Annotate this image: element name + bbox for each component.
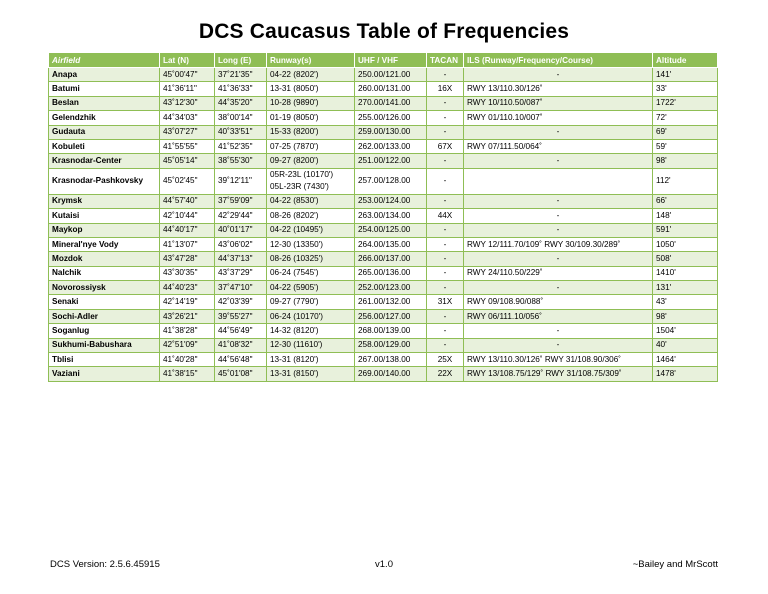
table-row <box>49 223 718 237</box>
uhf-vhf-cell: 251.00/122.00 <box>355 154 427 168</box>
longitude-cell: 43˚06'02" <box>215 237 267 251</box>
latitude-cell: 45˚02'45" <box>160 168 215 194</box>
tacan-cell: - <box>427 111 464 125</box>
table-row <box>49 68 718 82</box>
uhf-vhf-cell: 259.00/130.00 <box>355 125 427 139</box>
airfield-cell: Anapa <box>49 68 160 82</box>
table-row <box>49 168 718 194</box>
uhf-vhf-cell: 260.00/131.00 <box>355 82 427 96</box>
tacan-cell: 67X <box>427 139 464 153</box>
airfield-cell: Senaki <box>49 295 160 309</box>
runway-cell: 10-28 (9890') <box>267 96 355 110</box>
ils-cell: - <box>464 194 653 208</box>
latitude-cell: 43˚30'35" <box>160 266 215 280</box>
ils-cell: RWY 07/111.50/064˚ <box>464 139 653 153</box>
tacan-cell: 44X <box>427 209 464 223</box>
altitude-cell: 1410' <box>653 266 718 280</box>
altitude-cell: 591' <box>653 223 718 237</box>
longitude-cell: 39˚55'27" <box>215 309 267 323</box>
runway-cell: 07-25 (7870') <box>267 139 355 153</box>
tacan-cell: - <box>427 309 464 323</box>
airfield-cell: Kutaisi <box>49 209 160 223</box>
ils-cell: RWY 06/111.10/056˚ <box>464 309 653 323</box>
latitude-cell: 43˚26'21" <box>160 309 215 323</box>
runway-cell: 13-31 (8050') <box>267 82 355 96</box>
uhf-vhf-cell: 258.00/129.00 <box>355 338 427 352</box>
runway-cell: 14-32 (8120') <box>267 324 355 338</box>
runway-cell: 06-24 (7545') <box>267 266 355 280</box>
latitude-cell: 41˚40'28" <box>160 353 215 367</box>
airfield-cell: Tblisi <box>49 353 160 367</box>
altitude-cell: 112' <box>653 168 718 194</box>
altitude-cell: 72' <box>653 111 718 125</box>
altitude-cell: 1504' <box>653 324 718 338</box>
tacan-cell: - <box>427 324 464 338</box>
table-row <box>49 82 718 96</box>
longitude-cell: 38˚00'14" <box>215 111 267 125</box>
latitude-cell: 43˚47'28" <box>160 252 215 266</box>
longitude-cell: 44˚56'48" <box>215 353 267 367</box>
uhf-vhf-cell: 257.00/128.00 <box>355 168 427 194</box>
uhf-vhf-cell: 267.00/138.00 <box>355 353 427 367</box>
col-header-uhf-vhf: UHF / VHF <box>355 53 427 68</box>
ils-cell: - <box>464 324 653 338</box>
airfield-cell: Krasnodar-Pashkovsky <box>49 168 160 194</box>
runway-cell: 08-26 (10325') <box>267 252 355 266</box>
ils-cell: RWY 13/110.30/126˚ RWY 31/108.90/306˚ <box>464 353 653 367</box>
latitude-cell: 43˚07'27" <box>160 125 215 139</box>
uhf-vhf-cell: 262.00/133.00 <box>355 139 427 153</box>
altitude-cell: 98' <box>653 154 718 168</box>
altitude-cell: 148' <box>653 209 718 223</box>
altitude-cell: 1050' <box>653 237 718 251</box>
ils-cell: RWY 13/108.75/129˚ RWY 31/108.75/309˚ <box>464 367 653 381</box>
ils-cell: - <box>464 223 653 237</box>
runway-line: 05L-23R (7430') <box>270 182 329 192</box>
uhf-vhf-cell: 256.00/127.00 <box>355 309 427 323</box>
runway-cell: 06-24 (10170') <box>267 309 355 323</box>
table-row <box>49 96 718 110</box>
airfield-cell: Mozdok <box>49 252 160 266</box>
tacan-cell: - <box>427 194 464 208</box>
airfield-cell: Krymsk <box>49 194 160 208</box>
longitude-cell: 45˚01'08" <box>215 367 267 381</box>
altitude-cell: 40' <box>653 338 718 352</box>
latitude-cell: 42˚51'09" <box>160 338 215 352</box>
table-row <box>49 252 718 266</box>
tacan-cell: - <box>427 68 464 82</box>
ils-cell: - <box>464 281 653 295</box>
ils-cell: - <box>464 338 653 352</box>
ils-cell: - <box>464 209 653 223</box>
longitude-cell: 44˚37'13" <box>215 252 267 266</box>
latitude-cell: 41˚36'11" <box>160 82 215 96</box>
table-row <box>49 324 718 338</box>
airfield-cell: Mineral'nye Vody <box>49 237 160 251</box>
tacan-cell: - <box>427 154 464 168</box>
longitude-cell: 41˚08'32" <box>215 338 267 352</box>
dcs-version-text: DCS Version: 2.5.6.45915 <box>50 559 160 570</box>
tacan-cell: - <box>427 237 464 251</box>
longitude-cell: 41˚52'35" <box>215 139 267 153</box>
altitude-cell: 141' <box>653 68 718 82</box>
table-row <box>49 353 718 367</box>
longitude-cell: 37˚47'10" <box>215 281 267 295</box>
col-header-tacan: TACAN <box>427 53 464 68</box>
latitude-cell: 41˚13'07" <box>160 237 215 251</box>
latitude-cell: 41˚38'15" <box>160 367 215 381</box>
tacan-cell: 31X <box>427 295 464 309</box>
longitude-cell: 44˚56'49" <box>215 324 267 338</box>
col-header-runways: Runway(s) <box>267 53 355 68</box>
table-row <box>49 194 718 208</box>
uhf-vhf-cell: 252.00/123.00 <box>355 281 427 295</box>
tacan-cell: - <box>427 281 464 295</box>
runway-cell: 04-22 (8530') <box>267 194 355 208</box>
uhf-vhf-cell: 253.00/124.00 <box>355 194 427 208</box>
altitude-cell: 98' <box>653 309 718 323</box>
latitude-cell: 44˚40'17" <box>160 223 215 237</box>
ils-cell <box>464 168 653 194</box>
uhf-vhf-cell: 263.00/134.00 <box>355 209 427 223</box>
runway-cell: 04-22 (10495') <box>267 223 355 237</box>
frequency-table <box>48 52 718 382</box>
authors-text: ~Bailey and MrScott <box>632 559 718 570</box>
altitude-cell: 66' <box>653 194 718 208</box>
table-row <box>49 309 718 323</box>
runway-cell <box>267 168 355 194</box>
altitude-cell: 1464' <box>653 353 718 367</box>
table-row <box>49 295 718 309</box>
table-row <box>49 139 718 153</box>
ils-cell: RWY 01/110.10/007˚ <box>464 111 653 125</box>
airfield-cell: Gudauta <box>49 125 160 139</box>
runway-cell: 04-22 (5905') <box>267 281 355 295</box>
tacan-cell: - <box>427 223 464 237</box>
runway-cell: 09-27 (8200') <box>267 154 355 168</box>
table-row <box>49 209 718 223</box>
airfield-cell: Nalchik <box>49 266 160 280</box>
airfield-cell: Novorossiysk <box>49 281 160 295</box>
latitude-cell: 45˚00'47" <box>160 68 215 82</box>
tacan-cell: - <box>427 125 464 139</box>
runway-cell: 08-26 (8202') <box>267 209 355 223</box>
uhf-vhf-cell: 269.00/140.00 <box>355 367 427 381</box>
airfield-cell: Sukhumi-Babushara <box>49 338 160 352</box>
altitude-cell: 1478' <box>653 367 718 381</box>
ils-cell: - <box>464 68 653 82</box>
latitude-cell: 44˚34'03" <box>160 111 215 125</box>
runway-line: 05R-23L (10170') <box>270 170 334 180</box>
table-row <box>49 154 718 168</box>
table-body <box>49 68 718 382</box>
tacan-cell: - <box>427 252 464 266</box>
table-row <box>49 281 718 295</box>
latitude-cell: 41˚38'28" <box>160 324 215 338</box>
longitude-cell: 40˚33'51" <box>215 125 267 139</box>
altitude-cell: 1722' <box>653 96 718 110</box>
longitude-cell: 37˚21'35" <box>215 68 267 82</box>
longitude-cell: 38˚55'30" <box>215 154 267 168</box>
tacan-cell: 25X <box>427 353 464 367</box>
uhf-vhf-cell: 265.00/136.00 <box>355 266 427 280</box>
runway-cell: 12-30 (13350') <box>267 237 355 251</box>
ils-cell: - <box>464 154 653 168</box>
airfield-cell: Gelendzhik <box>49 111 160 125</box>
ils-cell: RWY 10/110.50/087˚ <box>464 96 653 110</box>
latitude-cell: 42˚10'44" <box>160 209 215 223</box>
table-row <box>49 367 718 381</box>
longitude-cell: 40˚01'17" <box>215 223 267 237</box>
longitude-cell: 42˚29'44" <box>215 209 267 223</box>
uhf-vhf-cell: 254.00/125.00 <box>355 223 427 237</box>
airfield-cell: Krasnodar-Center <box>49 154 160 168</box>
tacan-cell: - <box>427 338 464 352</box>
col-header-airfield: Airfield <box>49 53 160 68</box>
airfield-cell: Batumi <box>49 82 160 96</box>
ils-cell: RWY 13/110.30/126˚ <box>464 82 653 96</box>
runway-cell: 15-33 (8200') <box>267 125 355 139</box>
airfield-cell: Beslan <box>49 96 160 110</box>
col-header-long: Long (E) <box>215 53 267 68</box>
uhf-vhf-cell: 261.00/132.00 <box>355 295 427 309</box>
ils-cell: RWY 09/108.90/088˚ <box>464 295 653 309</box>
col-header-lat: Lat (N) <box>160 53 215 68</box>
uhf-vhf-cell: 255.00/126.00 <box>355 111 427 125</box>
airfield-cell: Maykop <box>49 223 160 237</box>
altitude-cell: 59' <box>653 139 718 153</box>
tacan-cell: 16X <box>427 82 464 96</box>
page-title: DCS Caucasus Table of Frequencies <box>198 20 570 43</box>
uhf-vhf-cell: 270.00/141.00 <box>355 96 427 110</box>
longitude-cell: 43˚37'29" <box>215 266 267 280</box>
longitude-cell: 39˚12'11" <box>215 168 267 194</box>
runway-cell: 09-27 (7790') <box>267 295 355 309</box>
latitude-cell: 43˚12'30" <box>160 96 215 110</box>
uhf-vhf-cell: 268.00/139.00 <box>355 324 427 338</box>
tacan-cell: - <box>427 266 464 280</box>
runway-cell: 01-19 (8050') <box>267 111 355 125</box>
airfield-cell: Sochi-Adler <box>49 309 160 323</box>
runway-cell: 04-22 (8202') <box>267 68 355 82</box>
latitude-cell: 45˚05'14" <box>160 154 215 168</box>
latitude-cell: 42˚14'19" <box>160 295 215 309</box>
runway-cell: 13-31 (8150') <box>267 367 355 381</box>
altitude-cell: 69' <box>653 125 718 139</box>
latitude-cell: 41˚55'55" <box>160 139 215 153</box>
ils-cell: - <box>464 125 653 139</box>
ils-cell: RWY 24/110.50/229˚ <box>464 266 653 280</box>
runway-cell: 12-30 (11610') <box>267 338 355 352</box>
airfield-cell: Soganlug <box>49 324 160 338</box>
airfield-cell: Kobuleti <box>49 139 160 153</box>
table-row <box>49 338 718 352</box>
longitude-cell: 42˚03'39" <box>215 295 267 309</box>
tacan-cell: 22X <box>427 367 464 381</box>
uhf-vhf-cell: 250.00/121.00 <box>355 68 427 82</box>
longitude-cell: 44˚35'20" <box>215 96 267 110</box>
altitude-cell: 43' <box>653 295 718 309</box>
runway-cell: 13-31 (8120') <box>267 353 355 367</box>
uhf-vhf-cell: 266.00/137.00 <box>355 252 427 266</box>
tacan-cell: - <box>427 96 464 110</box>
col-header-ils: ILS (Runway/Frequency/Course) <box>464 53 653 68</box>
longitude-cell: 41˚36'33" <box>215 82 267 96</box>
table-row <box>49 125 718 139</box>
uhf-vhf-cell: 264.00/135.00 <box>355 237 427 251</box>
longitude-cell: 37˚59'09" <box>215 194 267 208</box>
latitude-cell: 44˚57'40" <box>160 194 215 208</box>
table-row <box>49 111 718 125</box>
document-version-text: v1.0 <box>375 559 393 570</box>
ils-cell: RWY 12/111.70/109˚ RWY 30/109.30/289˚ <box>464 237 653 251</box>
airfield-cell: Vaziani <box>49 367 160 381</box>
table-row <box>49 266 718 280</box>
col-header-altitude: Altitude <box>653 53 718 68</box>
altitude-cell: 33' <box>653 82 718 96</box>
latitude-cell: 44˚40'23" <box>160 281 215 295</box>
altitude-cell: 131' <box>653 281 718 295</box>
altitude-cell: 508' <box>653 252 718 266</box>
ils-cell: - <box>464 252 653 266</box>
table-header-row <box>49 53 718 68</box>
tacan-cell: - <box>427 168 464 194</box>
table-row <box>49 237 718 251</box>
